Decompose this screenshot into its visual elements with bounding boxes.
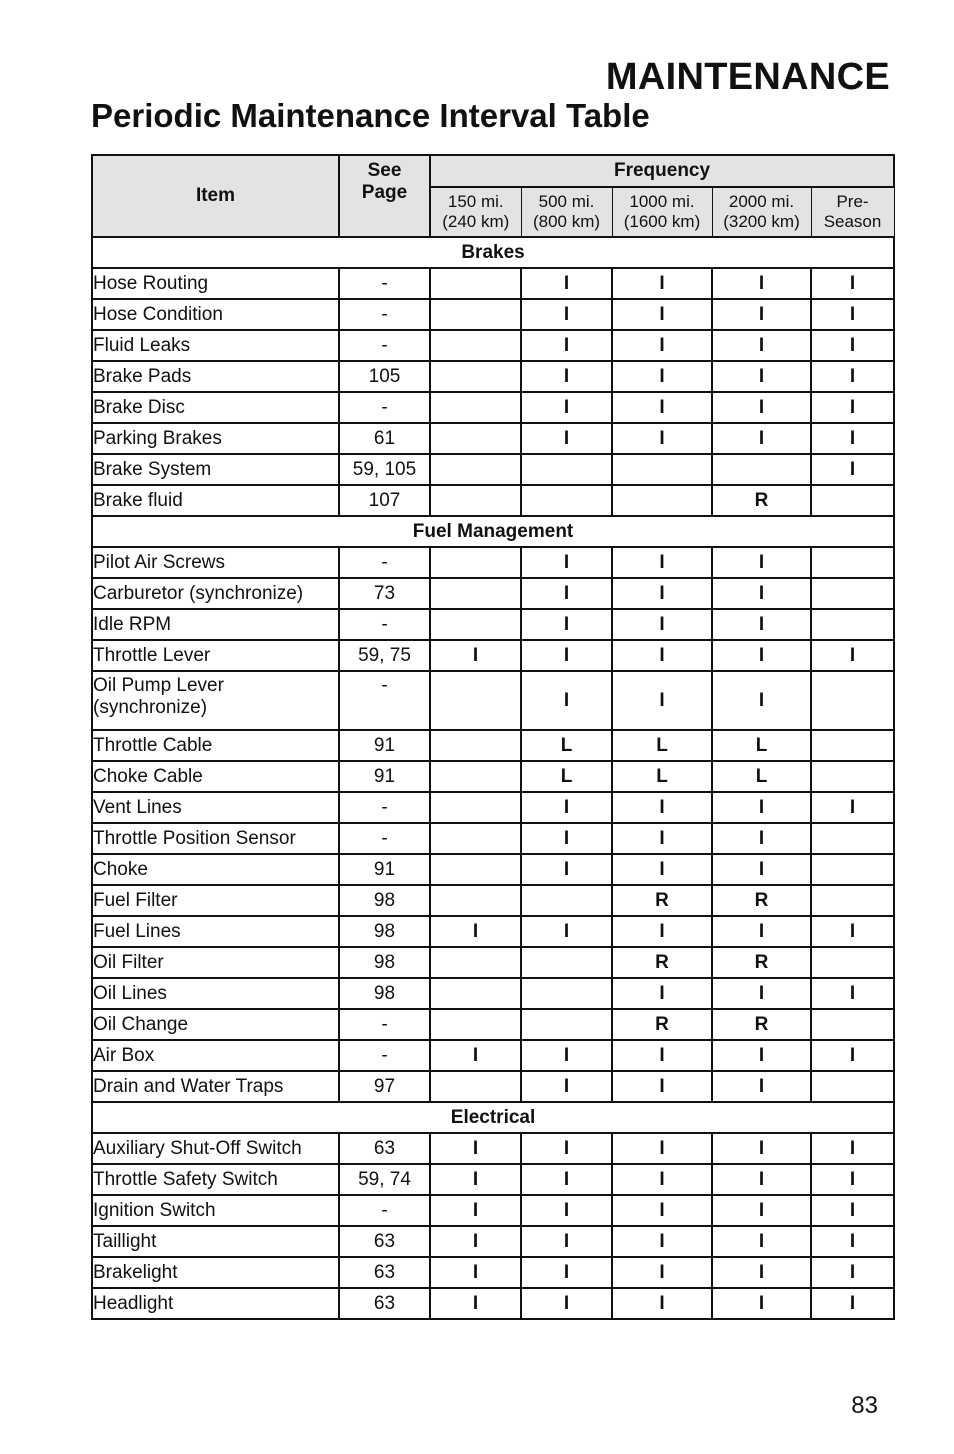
interval-mark: I bbox=[811, 299, 894, 330]
interval-mark: I bbox=[612, 792, 712, 823]
interval-mark: I bbox=[612, 978, 712, 1009]
interval-mark bbox=[612, 485, 712, 516]
interval-mark: I bbox=[521, 609, 612, 640]
see-page-value: 98 bbox=[339, 885, 430, 916]
interval-mark: I bbox=[612, 854, 712, 885]
item-name: Fluid Leaks bbox=[92, 330, 339, 361]
interval-mark bbox=[430, 730, 521, 761]
table-row bbox=[92, 1009, 894, 1040]
interval-mark: I bbox=[521, 268, 612, 299]
interval-mark: I bbox=[712, 268, 811, 299]
interval-mark: I bbox=[811, 1195, 894, 1226]
table-row bbox=[92, 330, 894, 361]
interval-mark: I bbox=[612, 1164, 712, 1195]
interval-mark: I bbox=[430, 1195, 521, 1226]
interval-mark: I bbox=[521, 361, 612, 392]
table-row bbox=[92, 885, 894, 916]
interval-mark: I bbox=[521, 916, 612, 947]
table-row bbox=[92, 854, 894, 885]
interval-mark: I bbox=[712, 1164, 811, 1195]
interval-mark bbox=[430, 947, 521, 978]
interval-mark: I bbox=[521, 671, 612, 730]
interval-mark bbox=[430, 423, 521, 454]
see-page-value: 97 bbox=[339, 1071, 430, 1102]
interval-mark: I bbox=[521, 640, 612, 671]
see-page-value: 61 bbox=[339, 423, 430, 454]
interval-mark: I bbox=[712, 671, 811, 730]
interval-mark: I bbox=[712, 423, 811, 454]
frequency-column-line: 2000 mi. bbox=[728, 192, 795, 211]
section-title: MAINTENANCE bbox=[605, 56, 890, 98]
interval-mark: I bbox=[712, 978, 811, 1009]
see-page-value: - bbox=[339, 1009, 430, 1040]
group-title: Electrical bbox=[92, 1102, 894, 1133]
table-row bbox=[92, 1257, 894, 1288]
interval-mark: I bbox=[612, 671, 712, 730]
see-page-value: 98 bbox=[339, 947, 430, 978]
see-page-value: - bbox=[339, 1040, 430, 1071]
item-name: Choke Cable bbox=[92, 761, 339, 792]
item-name: Throttle Cable bbox=[92, 730, 339, 761]
item-name: Oil Filter bbox=[92, 947, 339, 978]
see-page-value: 59, 105 bbox=[339, 454, 430, 485]
interval-mark: I bbox=[811, 1288, 894, 1319]
interval-mark: I bbox=[612, 578, 712, 609]
interval-mark: I bbox=[811, 1257, 894, 1288]
table-row bbox=[92, 1164, 894, 1195]
interval-mark bbox=[430, 854, 521, 885]
interval-mark: I bbox=[521, 854, 612, 885]
item-name: Headlight bbox=[92, 1288, 339, 1319]
table-row bbox=[92, 454, 894, 485]
item-name: Throttle Lever bbox=[92, 640, 339, 671]
interval-mark: I bbox=[521, 299, 612, 330]
table-row bbox=[92, 1040, 894, 1071]
interval-mark: I bbox=[712, 299, 811, 330]
interval-mark: I bbox=[811, 640, 894, 671]
see-page-value: 98 bbox=[339, 978, 430, 1009]
interval-mark: I bbox=[811, 1133, 894, 1164]
table-row bbox=[92, 1133, 894, 1164]
interval-mark bbox=[430, 330, 521, 361]
interval-mark: I bbox=[612, 823, 712, 854]
group-header-row bbox=[92, 516, 894, 547]
interval-mark: I bbox=[612, 330, 712, 361]
interval-mark: I bbox=[612, 1133, 712, 1164]
interval-mark: I bbox=[712, 1288, 811, 1319]
item-name: Air Box bbox=[92, 1040, 339, 1071]
table-row bbox=[92, 485, 894, 516]
interval-mark: I bbox=[712, 916, 811, 947]
interval-mark: L bbox=[612, 761, 712, 792]
see-page-value: - bbox=[339, 671, 430, 730]
table-row bbox=[92, 916, 894, 947]
interval-mark: I bbox=[811, 792, 894, 823]
see-page-value: - bbox=[339, 792, 430, 823]
interval-mark: I bbox=[521, 1288, 612, 1319]
interval-mark: I bbox=[712, 1071, 811, 1102]
table-row bbox=[92, 978, 894, 1009]
interval-mark bbox=[811, 947, 894, 978]
interval-mark bbox=[430, 1071, 521, 1102]
item-name: Auxiliary Shut-Off Switch bbox=[92, 1133, 339, 1164]
frequency-column-line: 150 mi. bbox=[447, 192, 504, 211]
item-name: Taillight bbox=[92, 1226, 339, 1257]
item-name: Oil Change bbox=[92, 1009, 339, 1040]
interval-mark: L bbox=[712, 730, 811, 761]
interval-mark: I bbox=[612, 423, 712, 454]
interval-mark bbox=[430, 1009, 521, 1040]
table-row bbox=[92, 823, 894, 854]
interval-mark: I bbox=[712, 361, 811, 392]
table-row bbox=[92, 609, 894, 640]
interval-mark bbox=[811, 485, 894, 516]
table-body bbox=[92, 237, 894, 1319]
interval-mark: I bbox=[712, 854, 811, 885]
interval-mark bbox=[430, 671, 521, 730]
interval-mark: I bbox=[612, 1040, 712, 1071]
interval-mark bbox=[811, 823, 894, 854]
see-page-value: 63 bbox=[339, 1288, 430, 1319]
interval-mark bbox=[430, 268, 521, 299]
interval-mark: I bbox=[811, 423, 894, 454]
see-page-value: - bbox=[339, 823, 430, 854]
interval-mark bbox=[811, 578, 894, 609]
item-name: Choke bbox=[92, 854, 339, 885]
see-page-value: - bbox=[339, 1195, 430, 1226]
table-row bbox=[92, 1195, 894, 1226]
interval-mark: I bbox=[430, 1226, 521, 1257]
frequency-column-line: 500 mi. bbox=[538, 192, 595, 211]
item-name: Brake fluid bbox=[92, 485, 339, 516]
group-header-row bbox=[92, 1102, 894, 1133]
see-page-value: 91 bbox=[339, 730, 430, 761]
interval-mark: I bbox=[811, 361, 894, 392]
item-name: Brake System bbox=[92, 454, 339, 485]
interval-mark: R bbox=[612, 947, 712, 978]
interval-mark: I bbox=[712, 1257, 811, 1288]
interval-mark: R bbox=[612, 885, 712, 916]
see-page-label: See Page bbox=[361, 160, 408, 203]
interval-mark: I bbox=[521, 823, 612, 854]
interval-mark: I bbox=[612, 916, 712, 947]
interval-mark: I bbox=[430, 640, 521, 671]
see-page-value: 59, 74 bbox=[339, 1164, 430, 1195]
frequency-column-line: (1600 km) bbox=[623, 212, 701, 231]
interval-mark: I bbox=[811, 1164, 894, 1195]
interval-mark: I bbox=[811, 978, 894, 1009]
interval-mark: I bbox=[712, 792, 811, 823]
item-name: Throttle Safety Switch bbox=[92, 1164, 339, 1195]
see-page-value: 73 bbox=[339, 578, 430, 609]
frequency-column-line: (3200 km) bbox=[723, 212, 800, 231]
interval-mark bbox=[430, 609, 521, 640]
frequency-column-line: (800 km) bbox=[532, 212, 601, 231]
frequency-column-2 bbox=[612, 187, 712, 237]
table-row bbox=[92, 299, 894, 330]
table-row bbox=[92, 1288, 894, 1319]
interval-mark: I bbox=[521, 1071, 612, 1102]
see-page-value: 63 bbox=[339, 1257, 430, 1288]
interval-mark bbox=[430, 454, 521, 485]
interval-mark bbox=[430, 361, 521, 392]
table-row bbox=[92, 1071, 894, 1102]
group-title: Brakes bbox=[92, 237, 894, 268]
item-name: Fuel Lines bbox=[92, 916, 339, 947]
interval-mark: I bbox=[521, 1195, 612, 1226]
see-page-value: 91 bbox=[339, 761, 430, 792]
interval-mark bbox=[811, 854, 894, 885]
interval-mark bbox=[521, 947, 612, 978]
interval-mark: R bbox=[712, 947, 811, 978]
see-page-value: - bbox=[339, 299, 430, 330]
group-title: Fuel Management bbox=[92, 516, 894, 547]
interval-mark: L bbox=[712, 761, 811, 792]
interval-mark: I bbox=[521, 392, 612, 423]
interval-mark bbox=[811, 761, 894, 792]
table-row bbox=[92, 1226, 894, 1257]
item-name: Oil Lines bbox=[92, 978, 339, 1009]
interval-mark: I bbox=[430, 916, 521, 947]
interval-mark: I bbox=[712, 1040, 811, 1071]
see-page-value: - bbox=[339, 547, 430, 578]
table-row bbox=[92, 671, 894, 730]
table-row bbox=[92, 268, 894, 299]
interval-mark: I bbox=[811, 392, 894, 423]
interval-mark bbox=[811, 671, 894, 730]
interval-mark bbox=[521, 485, 612, 516]
interval-mark bbox=[811, 1071, 894, 1102]
interval-mark: I bbox=[712, 1195, 811, 1226]
table-row bbox=[92, 547, 894, 578]
interval-mark bbox=[430, 392, 521, 423]
interval-mark: I bbox=[612, 609, 712, 640]
frequency-column-4 bbox=[811, 187, 894, 237]
interval-mark: I bbox=[521, 423, 612, 454]
interval-mark: I bbox=[712, 392, 811, 423]
column-header-item: Item bbox=[92, 155, 339, 237]
item-name: Hose Routing bbox=[92, 268, 339, 299]
item-name: Carburetor (synchronize) bbox=[92, 578, 339, 609]
see-page-value: 63 bbox=[339, 1133, 430, 1164]
interval-mark bbox=[430, 761, 521, 792]
interval-mark: I bbox=[430, 1164, 521, 1195]
interval-mark: I bbox=[612, 1226, 712, 1257]
interval-mark: I bbox=[811, 1040, 894, 1071]
see-page-value: 91 bbox=[339, 854, 430, 885]
interval-mark bbox=[430, 823, 521, 854]
item-name: Brake Disc bbox=[92, 392, 339, 423]
interval-mark bbox=[811, 609, 894, 640]
interval-mark bbox=[712, 454, 811, 485]
interval-mark: I bbox=[430, 1288, 521, 1319]
frequency-column-1 bbox=[521, 187, 612, 237]
frequency-column-3 bbox=[712, 187, 811, 237]
item-name: Pilot Air Screws bbox=[92, 547, 339, 578]
interval-mark: I bbox=[712, 330, 811, 361]
table-row bbox=[92, 423, 894, 454]
interval-mark bbox=[521, 1009, 612, 1040]
item-name: Hose Condition bbox=[92, 299, 339, 330]
interval-mark: I bbox=[712, 578, 811, 609]
interval-mark: I bbox=[612, 299, 712, 330]
page-title: Periodic Maintenance Interval Table bbox=[91, 97, 650, 134]
interval-mark: I bbox=[712, 547, 811, 578]
see-page-value: 107 bbox=[339, 485, 430, 516]
interval-mark bbox=[612, 454, 712, 485]
see-page-value: 98 bbox=[339, 916, 430, 947]
interval-mark bbox=[811, 885, 894, 916]
item-name: Idle RPM bbox=[92, 609, 339, 640]
interval-mark bbox=[430, 299, 521, 330]
group-header-row bbox=[92, 237, 894, 268]
interval-mark: I bbox=[712, 640, 811, 671]
interval-mark: I bbox=[811, 330, 894, 361]
page-number: 83 bbox=[851, 1392, 878, 1419]
interval-mark: I bbox=[712, 609, 811, 640]
frequency-column-line: Season bbox=[823, 212, 882, 231]
interval-mark: I bbox=[521, 578, 612, 609]
frequency-column-line: Pre- bbox=[836, 192, 869, 211]
see-page-value: 59, 75 bbox=[339, 640, 430, 671]
see-page-value: - bbox=[339, 330, 430, 361]
interval-mark: R bbox=[612, 1009, 712, 1040]
interval-mark bbox=[811, 1009, 894, 1040]
frequency-column-0 bbox=[430, 187, 521, 237]
interval-mark: I bbox=[430, 1257, 521, 1288]
interval-mark: R bbox=[712, 1009, 811, 1040]
table-row bbox=[92, 792, 894, 823]
item-name: Vent Lines bbox=[92, 792, 339, 823]
column-header-frequency: Frequency bbox=[430, 155, 894, 187]
table-row bbox=[92, 578, 894, 609]
table-header bbox=[92, 155, 894, 237]
interval-mark: I bbox=[811, 454, 894, 485]
item-name: Fuel Filter bbox=[92, 885, 339, 916]
interval-mark: I bbox=[521, 792, 612, 823]
item-name: Ignition Switch bbox=[92, 1195, 339, 1226]
item-name: Brakelight bbox=[92, 1257, 339, 1288]
interval-mark: I bbox=[521, 330, 612, 361]
column-header-see-page bbox=[339, 155, 430, 237]
interval-mark bbox=[430, 578, 521, 609]
interval-mark bbox=[430, 547, 521, 578]
interval-mark: I bbox=[712, 1226, 811, 1257]
interval-mark: I bbox=[612, 392, 712, 423]
interval-mark: L bbox=[521, 761, 612, 792]
interval-mark: I bbox=[811, 916, 894, 947]
see-page-value: 63 bbox=[339, 1226, 430, 1257]
interval-mark: R bbox=[712, 885, 811, 916]
interval-mark: I bbox=[612, 361, 712, 392]
interval-mark: I bbox=[521, 547, 612, 578]
maintenance-interval-table bbox=[91, 154, 895, 1320]
table-row bbox=[92, 361, 894, 392]
interval-mark: I bbox=[811, 1226, 894, 1257]
interval-mark: I bbox=[612, 547, 712, 578]
item-name: Drain and Water Traps bbox=[92, 1071, 339, 1102]
interval-mark: I bbox=[811, 268, 894, 299]
interval-mark: R bbox=[712, 485, 811, 516]
see-page-value: - bbox=[339, 268, 430, 299]
interval-mark bbox=[521, 978, 612, 1009]
interval-mark: I bbox=[521, 1040, 612, 1071]
interval-mark: I bbox=[430, 1040, 521, 1071]
interval-mark bbox=[811, 730, 894, 761]
interval-mark: I bbox=[612, 1288, 712, 1319]
table-row bbox=[92, 730, 894, 761]
frequency-column-line: (240 km) bbox=[442, 212, 510, 231]
interval-mark: I bbox=[521, 1257, 612, 1288]
interval-mark bbox=[811, 547, 894, 578]
interval-mark: I bbox=[612, 1071, 712, 1102]
interval-mark bbox=[521, 885, 612, 916]
interval-mark: I bbox=[521, 1164, 612, 1195]
interval-mark: I bbox=[612, 1195, 712, 1226]
table-row bbox=[92, 640, 894, 671]
interval-mark bbox=[430, 485, 521, 516]
see-page-value: 105 bbox=[339, 361, 430, 392]
interval-mark: L bbox=[521, 730, 612, 761]
table-row bbox=[92, 761, 894, 792]
item-name: Oil Pump Lever (synchronize) bbox=[92, 671, 339, 730]
interval-mark: I bbox=[612, 640, 712, 671]
interval-mark: L bbox=[612, 730, 712, 761]
see-page-value: - bbox=[339, 392, 430, 423]
interval-mark: I bbox=[521, 1133, 612, 1164]
item-name: Throttle Position Sensor bbox=[92, 823, 339, 854]
frequency-column-line: 1000 mi. bbox=[629, 192, 695, 211]
interval-mark bbox=[430, 885, 521, 916]
interval-mark bbox=[521, 454, 612, 485]
item-name: Brake Pads bbox=[92, 361, 339, 392]
see-page-value: - bbox=[339, 609, 430, 640]
interval-mark: I bbox=[612, 1257, 712, 1288]
table-row bbox=[92, 947, 894, 978]
interval-mark bbox=[430, 792, 521, 823]
interval-mark: I bbox=[712, 823, 811, 854]
table-row bbox=[92, 392, 894, 423]
interval-mark: I bbox=[430, 1133, 521, 1164]
interval-mark: I bbox=[712, 1133, 811, 1164]
interval-mark: I bbox=[521, 1226, 612, 1257]
interval-mark bbox=[430, 978, 521, 1009]
interval-mark: I bbox=[612, 268, 712, 299]
item-name: Parking Brakes bbox=[92, 423, 339, 454]
